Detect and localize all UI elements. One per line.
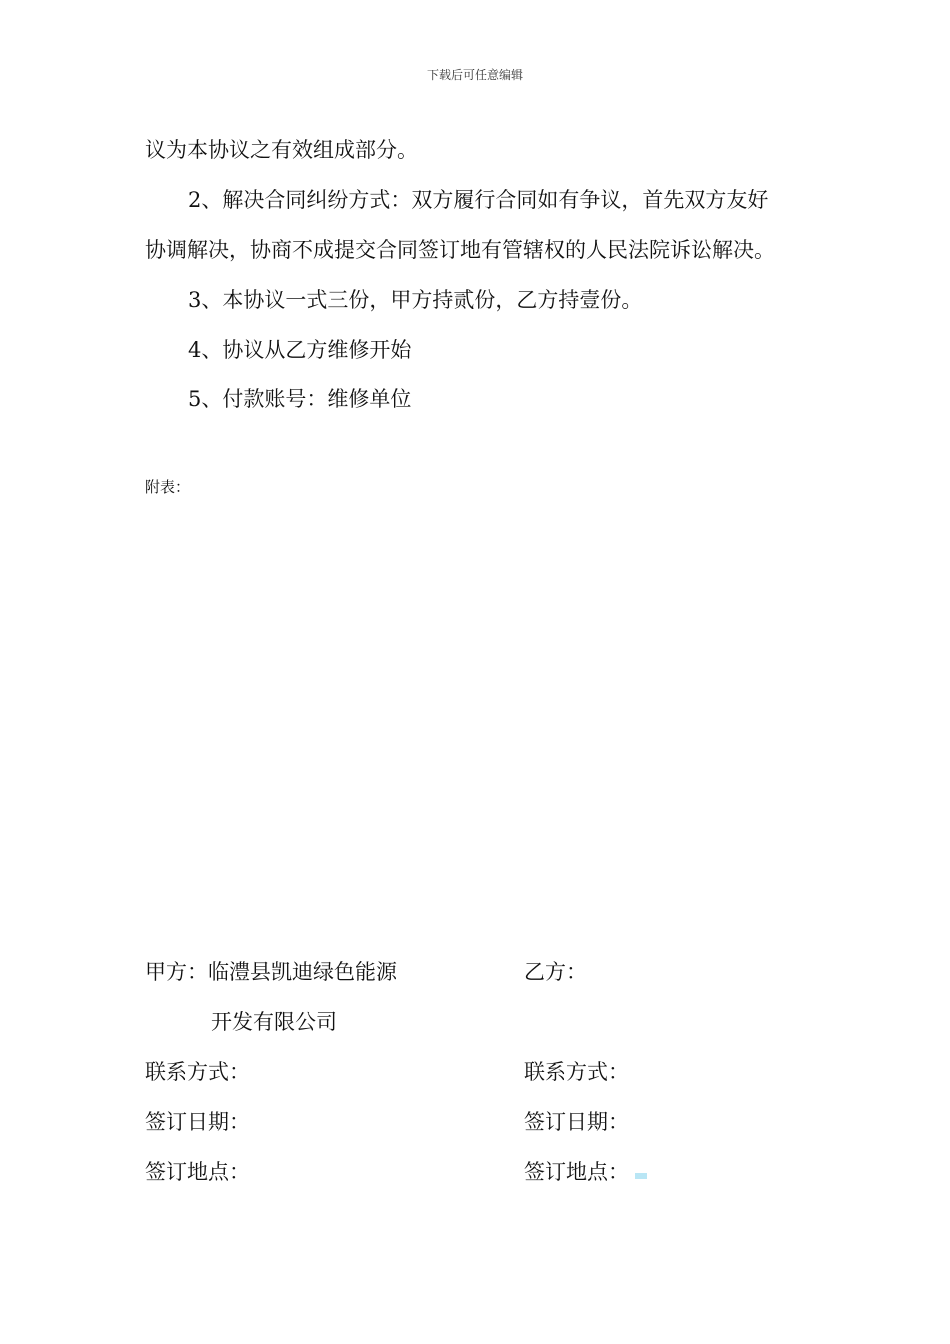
party-b-place: 签订地点： [524, 1160, 629, 1184]
party-a-name-continued: 开发有限公司 [211, 1010, 337, 1034]
party-a-contact: 联系方式： [145, 1060, 250, 1084]
appendix-label: 附表： [145, 478, 191, 496]
party-b-name: 乙方： [524, 960, 587, 984]
party-b-contact: 联系方式： [524, 1060, 629, 1084]
party-a-date: 签订日期： [145, 1110, 250, 1134]
paragraph-line: 3、本协议一式三份，甲方持贰份，乙方持壹份。 [188, 288, 643, 312]
paragraph-line: 4、协议从乙方维修开始 [188, 338, 412, 362]
paragraph-line: 5、付款账号：维修单位 [188, 387, 412, 411]
paragraph-line: 协调解决，协商不成提交合同签订地有管辖权的人民法院诉讼解决。 [145, 238, 775, 262]
party-b-date: 签订日期： [524, 1110, 629, 1134]
page-header: 下载后可任意编辑 [426, 68, 523, 82]
paragraph-line: 2、解决合同纠纷方式：双方履行合同如有争议，首先双方友好 [188, 188, 769, 212]
text-cursor-highlight [635, 1173, 647, 1179]
paragraph-line: 议为本协议之有效组成部分。 [145, 138, 418, 162]
party-a-place: 签订地点： [145, 1160, 250, 1184]
party-a-name: 甲方：临澧县凯迪绿色能源 [145, 960, 397, 984]
